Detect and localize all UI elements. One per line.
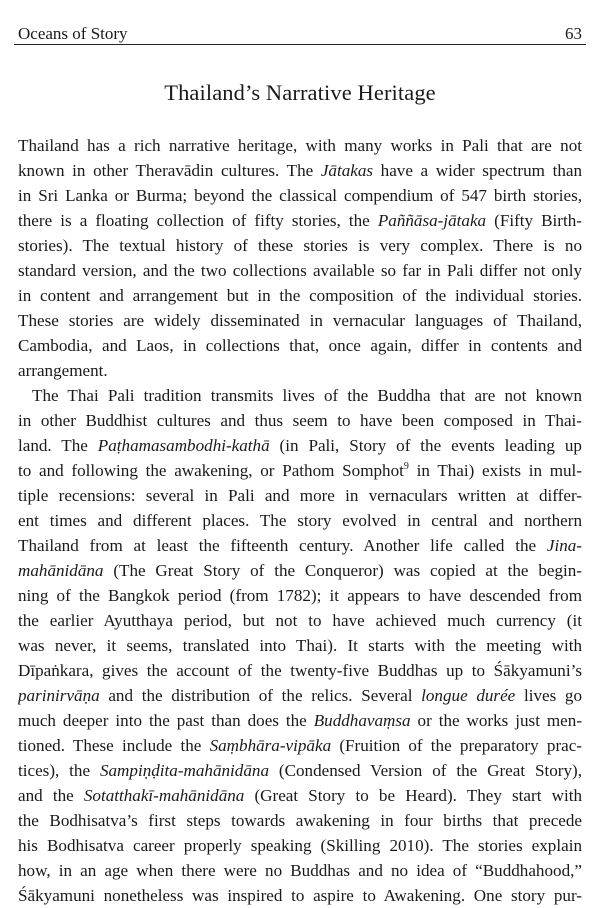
text-line: Thailand from at least the fifteenth century. Another life called the Jina- [18,536,582,555]
running-head [18,20,582,44]
italic-term: Paññāsa-jātaka [377,211,487,230]
text-line: Cambodia, and Laos, in collections that, once again, differ in contents and [18,336,582,355]
italic-term: Jina- [546,536,582,555]
text-line: in Sri Lanka or Burma; beyond the classical compendium of 547 birth stories, [18,186,582,205]
text-line: the earlier Ayutthaya period, but not to have achieved much currency (it [18,611,582,630]
text-line: in content and arrangement but in the composition of the individual stories. [18,286,582,305]
header-rule [14,44,586,45]
text-line: his Bodhisatva career properly speaking (Skilling 2010). The stories explain [18,836,582,855]
text-line: Thailand has a rich narrative heritage, with many works in Pali that are not [18,136,582,155]
text-line: parinirvāṇa and the distribution of the relics. Several longue durée lives go [18,686,582,705]
text-line: Śākyamuni nonetheless was inspired to aspire to Awakening. One story pur- [18,886,582,905]
text-line: These stories are widely disseminated in vernacular languages of Thailand, [18,311,582,330]
paragraph-1 [18,133,582,383]
text-line: arrangement. [18,361,108,380]
text-line: was never, it seems, translated into Thai). It starts with the meeting with [18,636,582,655]
text-line: and the Sotatthakī-mahānidāna (Great Story to be Heard). They start with [18,786,582,805]
italic-term: parinirvāṇa [18,686,100,705]
text-line: Dīpaṅkara, gives the account of the twenty-five Buddhas up to Śākyamuni’s [18,661,582,680]
text-line: to and following the awakening, or Pathom Somphot$^9$ in Thai) exists in mul- [18,461,582,480]
text-line: mahānidāna (The Great Story of the Conqueror) was copied at the begin- [18,561,582,580]
italic-term: Sotatthakī-mahānidāna [83,786,245,805]
text-line: ning of the Bangkok period (from 1782); it appears to have descended from [18,586,582,605]
page-number: 63 [565,24,582,43]
text-line: how, in an age when there were no Buddhas and no idea of “Buddhahood,” [18,861,582,880]
text-line: standard version, and the two collections available so far in Pali differ not only [18,261,582,280]
italic-term: Sampiṇḍita-mahānidāna [99,761,269,780]
text-line: the Bodhisatva’s first steps towards awakening in four births that precede [18,811,582,830]
italic-term: Paṭhamasambodhi-kathā [97,436,270,455]
paragraph-2 [18,383,582,908]
body-text [18,133,582,908]
text-line: stories). The textual history of these stories is very complex. There is no [18,236,582,255]
text-line: in other Buddhist cultures and thus seem to have been composed in Thai- [18,411,582,430]
text-line: tices), the Sampiṇḍita-mahānidāna (Condensed Version of the Great Story), [18,761,582,780]
text-line: much deeper into the past than does the Buddhavaṃsa or the works just men- [18,711,582,730]
text-line: there is a floating collection of fifty stories, the Paññāsa-jātaka (Fifty Birth- [18,211,582,230]
text-line: tioned. These include the Saṃbhāra-vipāka (Fruition of the preparatory prac- [18,736,582,755]
italic-term: mahānidāna [18,561,104,580]
italic-term: Saṃbhāra-vipāka [209,736,332,755]
section-title: Thailand’s Narrative Heritage [164,80,436,105]
italic-term: Jātakas [320,161,374,180]
footnote-marker: 9 [403,461,409,472]
running-head-title: Oceans of Story [18,24,128,43]
text-line: known in other Theravādin cultures. The Jātakas have a wider spectrum than [18,161,582,180]
italic-term: Buddhavaṃsa [313,711,411,730]
text-line: land. The Paṭhamasambodhi-kathā (in Pali, Story of the events leading up [18,436,582,455]
text-line: ent times and different places. The story evolved in central and northern [18,511,582,530]
italic-term: longue durée [421,686,516,705]
text-line: tiple recensions: several in Pali and more in vernaculars written at differ- [18,486,582,505]
text-line: The Thai Pali tradition transmits lives of the Buddha that are not known [32,386,582,405]
